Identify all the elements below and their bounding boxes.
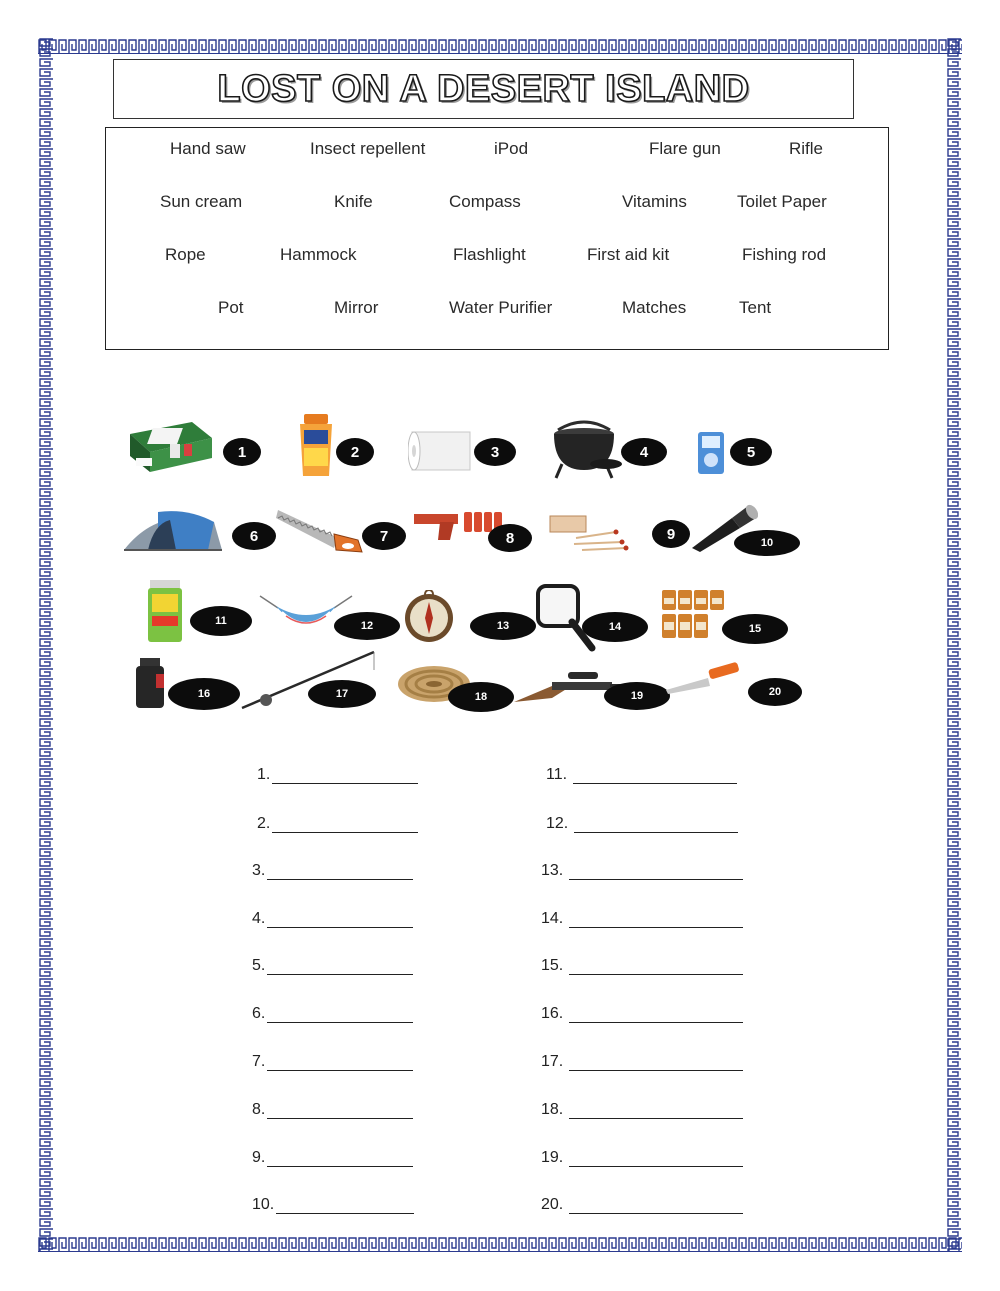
number-badge: 11 [190,606,252,636]
number-badge: 2 [336,438,374,466]
answer-blank[interactable] [272,817,418,833]
word-bank-item: Vitamins [622,192,687,211]
number-badge: 17 [308,680,376,708]
mirror-icon [534,582,596,652]
number-badge: 19 [604,682,670,710]
water-purifier-icon [130,656,170,712]
word-bank-item: Matches [622,298,687,317]
number-badge: 13 [470,612,536,640]
number-badge: 14 [582,612,648,642]
ipod-icon [696,430,726,476]
answer-number: 14. [541,910,564,927]
answer-blank[interactable] [267,1055,413,1071]
number-badge: 8 [488,524,532,552]
number-badge: 10 [734,530,800,556]
number-badge: 7 [362,522,406,550]
answer-number: 17. [541,1053,564,1070]
tent-icon [118,506,226,556]
knife-icon [662,662,742,698]
vitamins-icon [658,586,728,644]
answer-line[interactable] [546,815,738,833]
word-bank-item: Hand saw [170,139,246,158]
word-bank-item: Flare gun [649,139,721,158]
number-badge: 3 [474,438,516,466]
answer-blank[interactable] [569,1103,743,1119]
word-bank-item: Fishing rod [742,245,827,264]
hand-saw-icon [274,504,370,556]
answer-blank[interactable] [267,959,413,975]
answer-number: 6. [252,1005,266,1022]
word-bank-item: Rope [165,245,206,264]
answer-line[interactable] [541,1053,743,1071]
number-badge: 5 [730,438,772,466]
answer-blank[interactable] [569,864,743,880]
greek-key-border-left [38,38,54,1252]
word-bank-item: Toilet Paper [737,192,827,211]
answer-line[interactable] [541,862,743,880]
answer-line[interactable] [252,1149,413,1167]
number-badge: 1 [223,438,261,466]
number-badge: 16 [168,678,240,710]
answer-number: 2. [257,815,271,832]
answer-line[interactable] [257,815,418,833]
answer-number: 8. [252,1101,266,1118]
picture-grid [108,400,818,720]
compass-icon [400,590,458,644]
answer-number: 16. [541,1005,564,1022]
answer-blank[interactable] [569,912,743,928]
word-bank-item: Compass [449,192,521,211]
answer-line[interactable] [252,1196,414,1214]
number-badge: 6 [232,522,276,550]
answer-line[interactable] [541,1005,743,1023]
answer-number: 13. [541,862,564,879]
answer-blank[interactable] [267,864,413,880]
answer-line[interactable] [252,1101,413,1119]
answer-line[interactable] [541,910,743,928]
number-badge: 18 [448,682,514,712]
answer-blank[interactable] [267,1007,413,1023]
word-bank-item: Water Purifier [449,298,553,317]
matches-icon [546,512,636,552]
answer-line[interactable] [541,957,743,975]
word-bank-item: Rifle [789,139,824,158]
answer-line[interactable] [252,910,413,928]
answer-blank[interactable] [267,912,413,928]
answer-blank[interactable] [272,768,418,784]
number-badge: 20 [748,678,802,706]
word-bank [105,127,889,350]
word-bank-item: Flashlight [453,245,526,264]
word-bank-item: Knife [334,192,373,211]
answer-number: 5. [252,957,266,974]
answer-line[interactable] [541,1196,743,1214]
word-bank-item: Pot [218,298,244,317]
answer-number: 10. [252,1196,275,1213]
answer-blank[interactable] [574,817,738,833]
first-aid-kit-icon [122,414,216,476]
answer-number: 1. [257,766,271,783]
answer-number: 11. [546,766,568,783]
answer-number: 4. [252,910,266,927]
answer-number: 20. [541,1196,564,1213]
answer-blank[interactable] [569,1055,743,1071]
word-bank-item: First aid kit [587,245,670,264]
answer-number: 18. [541,1101,564,1118]
answer-blank[interactable] [569,959,743,975]
page-title: LOST ON A DESERT ISLAND [217,67,750,110]
answer-number: 15. [541,957,564,974]
answer-blank[interactable] [276,1198,414,1214]
pot-icon [544,418,624,480]
answer-line[interactable] [252,957,413,975]
answer-number: 7. [252,1053,266,1070]
answer-line[interactable] [546,766,737,784]
answer-blank[interactable] [569,1198,743,1214]
answer-blank[interactable] [267,1151,413,1167]
word-bank-item: Hammock [280,245,357,264]
answer-number: 12. [546,815,569,832]
sun-cream-icon [294,414,338,480]
insect-repellent-icon [144,578,186,644]
answer-blank[interactable] [573,768,737,784]
word-bank-item: iPod [494,139,529,158]
number-badge: 4 [621,438,667,466]
answer-blank[interactable] [267,1103,413,1119]
answer-blank[interactable] [569,1007,743,1023]
title-box [113,59,854,119]
answer-blank[interactable] [569,1151,743,1167]
answer-line[interactable] [257,766,418,784]
number-badge: 15 [722,614,788,644]
number-badge: 12 [334,612,400,640]
answer-number: 9. [252,1149,266,1166]
greek-key-border-right [946,38,962,1252]
answer-line[interactable] [541,1101,743,1119]
answer-line[interactable] [541,1149,743,1167]
greek-key-border-top [38,38,962,54]
number-badge: 9 [652,520,690,548]
word-bank-item: Insect repellent [310,139,426,158]
toilet-paper-icon [408,422,476,474]
word-bank-item: Sun cream [160,192,243,211]
word-bank-item: Tent [739,298,772,317]
answer-line[interactable] [252,1053,413,1071]
word-bank-item: Mirror [334,298,379,317]
answer-number: 19. [541,1149,564,1166]
answer-line[interactable] [252,862,413,880]
greek-key-border-bottom [38,1236,962,1252]
answer-line[interactable] [252,1005,413,1023]
answer-number: 3. [252,862,266,879]
